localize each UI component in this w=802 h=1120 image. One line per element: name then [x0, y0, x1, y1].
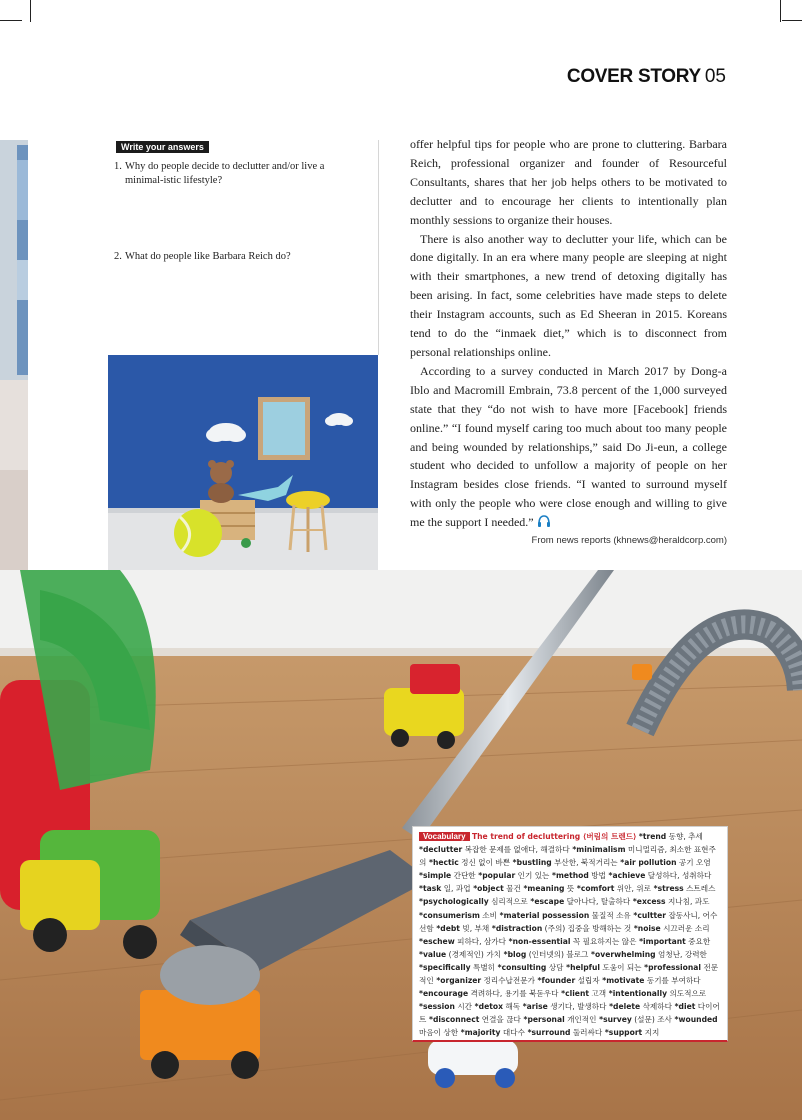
- vocab-meaning: 의도적으로: [667, 989, 707, 999]
- crop-mark-tl-h: [0, 20, 22, 21]
- vocab-word: *achieve: [605, 871, 646, 881]
- vocab-word: *detox: [472, 1002, 503, 1012]
- crop-mark-tr-v: [780, 0, 781, 22]
- vocab-word: *excess: [630, 897, 666, 907]
- vocab-word: *method: [549, 871, 589, 881]
- vocab-meaning: 다이어트: [419, 1002, 720, 1025]
- vocab-word: *diet: [671, 1002, 696, 1012]
- vocab-meaning: 지지: [642, 1028, 660, 1038]
- vocab-word: *consumerism: [419, 910, 480, 920]
- vocab-meaning: 시간: [454, 1002, 473, 1012]
- vocab-meaning: (주의) 집중을 방해하는 것: [542, 923, 632, 933]
- vocab-meaning: 상담: [546, 962, 564, 972]
- vocab-meaning: (설문) 조사: [631, 1015, 672, 1025]
- vocab-meaning: 엄청난, 강력한: [655, 949, 707, 959]
- question-1: [114, 160, 369, 188]
- vocab-word: *object: [470, 884, 504, 894]
- article-paragraph: [410, 362, 727, 547]
- vocab-word: *specifically: [419, 962, 471, 972]
- question-text: Why do people decide to declutter and/or live a minimal-istic lifestyle?: [125, 161, 325, 186]
- vocab-meaning: 동향, 추세: [666, 832, 703, 841]
- vocab-word: *stress: [650, 884, 684, 894]
- vocab-word: *helpful: [563, 962, 600, 972]
- vocab-word: *survey: [596, 1015, 632, 1025]
- vocab-meaning: 연결을 끊다: [479, 1015, 521, 1025]
- vocab-word: *support: [602, 1028, 643, 1038]
- vocab-word: *debt: [433, 923, 460, 933]
- vocab-meaning: 꼭 필요하지는 않은: [570, 936, 637, 946]
- section-title: COVER STORY: [566, 66, 701, 87]
- question-number: 2.: [114, 251, 122, 262]
- vocab-word: *client: [558, 989, 589, 999]
- vocab-word: *value: [419, 949, 447, 959]
- page-number: 05: [704, 66, 726, 87]
- vocab-meaning: 스트레스: [683, 884, 716, 894]
- vocab-meaning: 중요한: [685, 936, 711, 946]
- vocab-word: *founder: [534, 976, 576, 986]
- vocab-word: *hectic: [426, 858, 459, 868]
- vocab-word: *overwhelming: [588, 949, 656, 959]
- article-paragraph: offer helpful tips for people who are prone to cluttering. Barbara Reich, professional organizer and founder of Resourceful Consultants, shares that her job helps others to be motivated to declutter and to encourage her clients to intentionally plan monthly sessions to organize their houses.: [410, 137, 727, 227]
- vocab-word: *psychologically: [419, 897, 489, 907]
- vocabulary-tag: Vocabulary: [419, 832, 470, 841]
- vocab-word: *majority: [458, 1028, 501, 1038]
- vocab-meaning: 위안, 위로: [614, 884, 651, 894]
- vocab-word: *encourage: [419, 989, 469, 999]
- vocab-meaning: 달성하다, 성취하다: [645, 871, 712, 881]
- vocab-meaning: (인터넷의) 블로그: [526, 949, 589, 959]
- vocab-word: *bustling: [510, 858, 552, 868]
- vocab-meaning: 시끄러운 소리: [660, 923, 710, 933]
- vocab-meaning: 정리수납전문가: [481, 976, 535, 986]
- question-number: 1.: [114, 161, 122, 172]
- vocab-word: *professional: [641, 962, 701, 972]
- vocab-word: *delete: [606, 1002, 641, 1012]
- vocab-meaning: 삭제하다: [640, 1002, 672, 1012]
- vocab-meaning: 설립자: [575, 976, 600, 986]
- vocab-meaning: 동기를 부여하다: [644, 976, 701, 986]
- vocab-meaning: 정신 없이 바쁜: [458, 858, 511, 868]
- vocab-word: *minimalism: [569, 845, 626, 855]
- vocab-meaning: 생기다, 발생하다: [547, 1002, 607, 1012]
- crop-mark-tr-h: [782, 20, 802, 21]
- vocab-meaning: 미니멀리즘, 최소한 표현주의: [419, 845, 716, 868]
- vocab-meaning: (경제적인) 가치: [446, 949, 501, 959]
- vocab-meaning: 특별히: [470, 962, 496, 972]
- vocab-word: *disconnect: [426, 1015, 480, 1025]
- vocab-word: *material possession: [496, 910, 590, 920]
- vocab-meaning: 잡동사니, 어수선함: [419, 910, 718, 933]
- vocab-word: *task: [419, 884, 442, 894]
- answers-panel: [108, 140, 379, 355]
- vocab-word: *blog: [500, 949, 527, 959]
- vocab-word: *popular: [475, 871, 516, 881]
- article-body: [410, 135, 727, 551]
- vocab-word: *trend: [638, 832, 667, 841]
- vocab-word: *escape: [527, 897, 565, 907]
- vocab-meaning: 심리적으로: [488, 897, 528, 907]
- vocab-meaning: 간단한: [451, 871, 476, 881]
- article-source: From news reports (khnews@heraldcorp.com): [531, 535, 727, 547]
- vocab-meaning: 인기 있는: [515, 871, 550, 881]
- vocab-word: *simple: [419, 871, 452, 881]
- vocab-word: *consulting: [495, 962, 547, 972]
- headphones-icon[interactable]: [537, 515, 551, 529]
- vocab-meaning: 격려하다, 용기를 북돋우다: [468, 989, 559, 999]
- vocab-word: *noise: [631, 923, 661, 933]
- question-text: What do people like Barbara Reich do?: [125, 251, 291, 262]
- vocab-word: *wounded: [671, 1015, 718, 1025]
- question-2: [114, 250, 369, 264]
- vocab-meaning: 마음이 상한: [419, 1028, 459, 1038]
- section-header: [567, 66, 726, 88]
- vocab-meaning: 소비: [479, 910, 497, 920]
- vocab-meaning: 지나침, 과도: [665, 897, 710, 907]
- vocabulary-entries: [419, 832, 720, 1037]
- vocab-word: *distraction: [489, 923, 543, 933]
- vocab-meaning: 부산한, 북적거리는: [551, 858, 618, 868]
- vocab-meaning: 달아나다, 탈출하다: [564, 897, 631, 907]
- article-paragraph-text: According to a survey conducted in March 2017 by Dong-a Iblo and Macromill Embrain, 73.8 percent of the 1,000 surveyed state that they “do not wish to have more [Facebook] friends online.” “I found myself caring too much about too many people and being wounded by relationships,” said Do Ji-eun, a college student who decided to unfollow a majority of people on her Instagram besides close friends. “I wanted to surround myself with only the people who were close enough and willing to give me the support I needed.”: [410, 363, 727, 530]
- vocab-meaning: 복잡한 문제를 없애다, 해결하다: [462, 845, 570, 855]
- vocab-meaning: 해독: [502, 1002, 521, 1012]
- vocab-meaning: 고객: [588, 989, 607, 999]
- left-edge-photo: [0, 140, 28, 570]
- crop-mark-tl-v: [30, 0, 31, 22]
- vocab-word: *declutter: [419, 845, 463, 855]
- vocab-word: *organizer: [433, 976, 482, 986]
- vocab-meaning: 뜻: [564, 884, 575, 894]
- vocabulary-box: [412, 826, 728, 1042]
- vocab-word: *air pollution: [617, 858, 677, 868]
- vocab-word: *surround: [524, 1028, 571, 1038]
- vocab-word: *personal: [520, 1015, 565, 1025]
- vocab-meaning: 일, 과업: [441, 884, 471, 894]
- vocab-word: *intentionally: [606, 989, 668, 999]
- vocab-meaning: 피하다, 삼가다: [454, 936, 506, 946]
- vocab-meaning: 빚, 부채: [459, 923, 490, 933]
- vocab-meaning: 물질적 소유: [589, 910, 631, 920]
- vocab-word: *comfort: [574, 884, 615, 894]
- vocab-word: *motivate: [599, 976, 645, 986]
- vocab-meaning: 물건: [503, 884, 521, 894]
- vocab-meaning: 도움이 되는: [599, 962, 642, 972]
- vocab-meaning: 둘러싸다: [570, 1028, 603, 1038]
- vocab-word: *eschew: [419, 936, 455, 946]
- vocab-word: *meaning: [520, 884, 565, 894]
- vocab-word: *non-essential: [505, 936, 571, 946]
- vocab-word: *session: [419, 1002, 455, 1012]
- vocab-meaning: 대다수: [500, 1028, 525, 1038]
- article-paragraph: There is also another way to declutter your life, which can be done digitally. In an era where many people are sleeping at night with their smartphones, a new trend of detoxing digitally has been arising. In fact, some celebrities have made steps to delete their Instagram accounts, such as Ed Sheeran in 2015. Koreans tend to do the “inmaek diet,” which is to disconnect from personal relationships online.: [410, 231, 727, 359]
- vocab-word: *arise: [520, 1002, 548, 1012]
- vocabulary-title: The trend of decluttering ⟨버림의 트렌드⟩: [471, 832, 637, 841]
- vocab-meaning: 전문적인: [419, 962, 719, 986]
- vocab-word: *cultter: [630, 910, 667, 920]
- vocab-meaning: 개인적인: [564, 1015, 597, 1025]
- vocab-meaning: 방법: [588, 871, 606, 881]
- vocab-meaning: 공기 오염: [676, 858, 711, 868]
- room-photo: [108, 355, 378, 570]
- vocab-word: *important: [636, 936, 686, 946]
- answers-tag: Write your answers: [116, 141, 209, 153]
